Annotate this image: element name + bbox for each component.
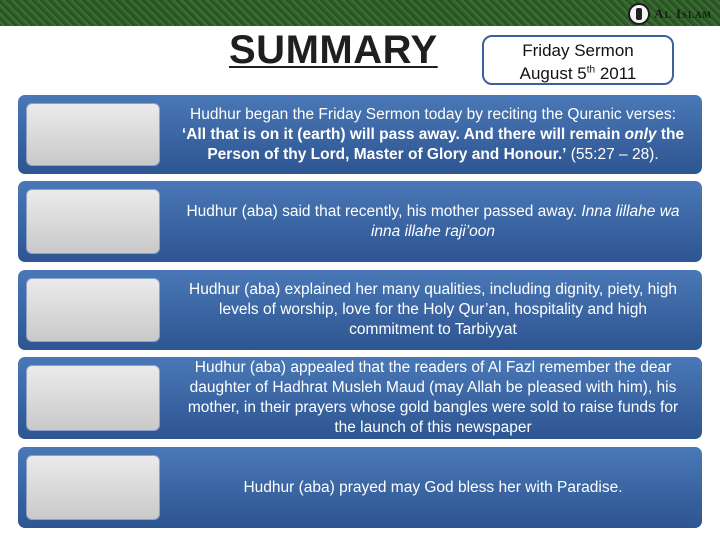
summary-text-4: Hudhur (aba) appealed that the readers of Al Fazl remember the dear daughter of Hadhrat Musleh Maud (may Allah be pleased with him), his mother, in their prayers whose gold bangles were sold to raise funds for the launch of this newspaper (187, 359, 679, 436)
summary-text-3: Hudhur (aba) explained her many qualities, including dignity, piety, high levels of worship, love for the Holy Qur’an, hospitality and high commitment to Tarbiyyat (189, 281, 677, 338)
summary-text-5: Hudhur (aba) prayed may God bless her with Paradise. (243, 478, 623, 496)
date-year: 2011 (599, 64, 637, 83)
date-day: August 5 (519, 64, 587, 83)
page-title: SUMMARY (229, 28, 438, 72)
sermon-date (484, 62, 672, 85)
summary-text-1: Hudhur began the Friday Sermon today by reciting the Quranic verses: ‘All that is on it (earth) will pass away. And there will remain only the Person of thy Lord, Master of Glory and Honour.’ (55:27 – 28). (181, 105, 685, 163)
sermon-date-box (482, 35, 674, 85)
summary-point-3 (18, 270, 702, 350)
al-islam-logo (628, 2, 712, 26)
emblem-icon (628, 3, 650, 25)
top-banner (0, 0, 720, 26)
summary-point-2 (18, 181, 702, 262)
date-suffix: th (586, 64, 596, 76)
summary-text-2: Hudhur (aba) said that recently, his mother passed away. Inna lillahe wa inna illahe raji’oon (186, 202, 680, 240)
logo-text: Al Islam (654, 6, 712, 21)
summary-point-5 (18, 447, 702, 528)
summary-point-1 (18, 95, 702, 174)
summary-point-4 (18, 357, 702, 439)
sermon-label: Friday Sermon (522, 41, 634, 60)
